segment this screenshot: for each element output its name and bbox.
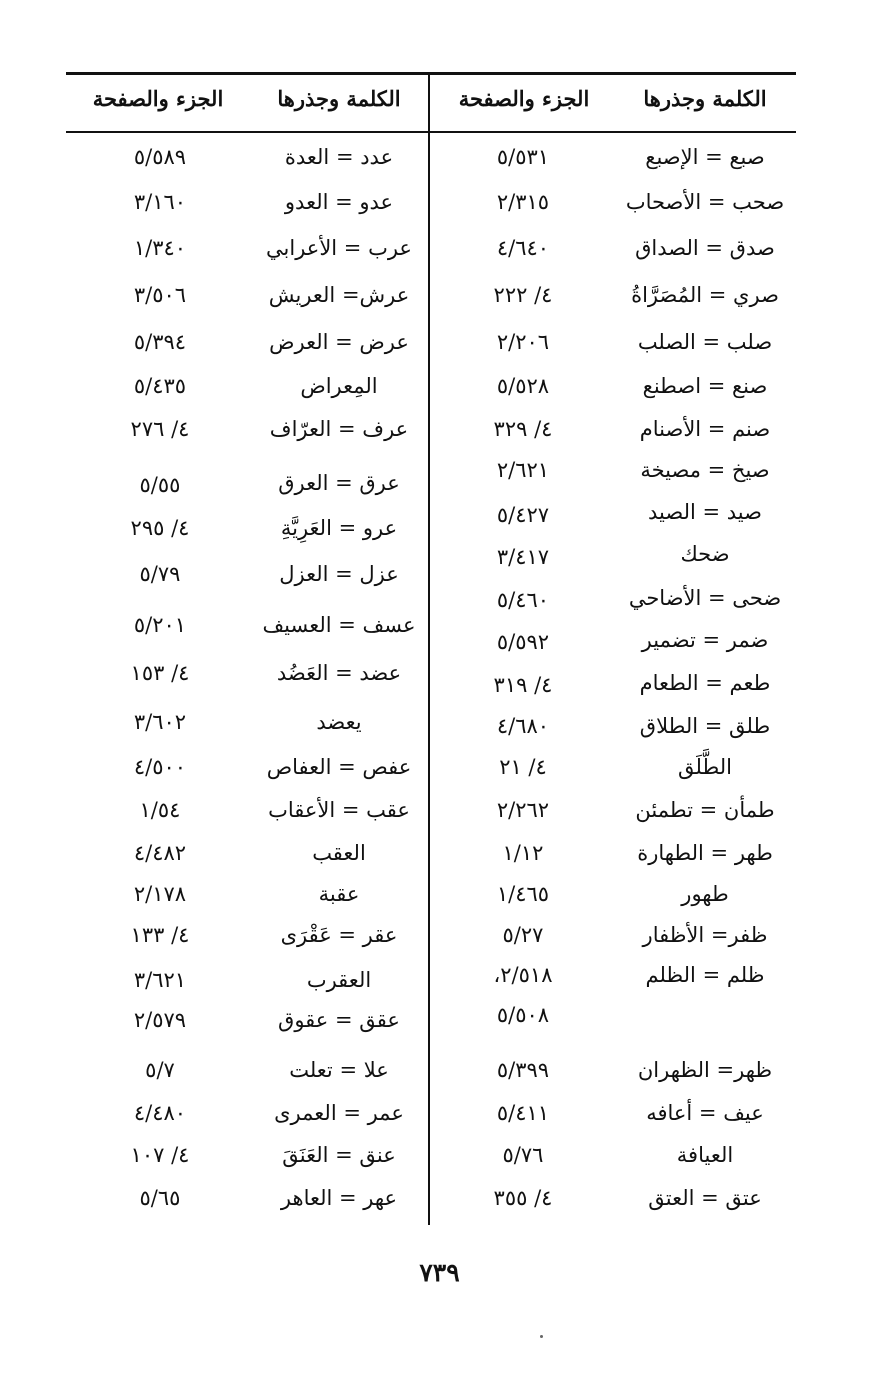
left-words-entry: العقرب: [306, 968, 372, 992]
right-words-entry: الطَّلَق: [678, 755, 732, 779]
left-words-entry: يعضد: [316, 710, 362, 734]
top-rule: [66, 72, 796, 75]
left-words-entry: عرض = العرض: [269, 330, 409, 354]
right-words-entry: صحب = الأصحاب: [625, 190, 785, 214]
left-refs-entry: ٣/٦٢١: [133, 968, 187, 992]
right-refs-entry: ٤/ ٣١٩: [493, 673, 553, 697]
header-right-ref: الجزء والصفحة: [458, 86, 590, 111]
right-refs-entry: ٥/٥٠٨: [496, 1003, 550, 1027]
right-words-entry: ظفر= الأظفار: [642, 923, 768, 947]
left-refs-entry: ٤/٤٨٠: [133, 1101, 187, 1125]
left-refs-entry: ٤/٤٨٢: [133, 841, 187, 865]
right-words-entry: ضمر = تضمير: [641, 628, 769, 652]
header-right-word: الكلمة وجذرها: [643, 86, 767, 111]
left-words-entry: العقب: [312, 841, 366, 865]
left-refs-entry: ٢/١٧٨: [133, 882, 187, 906]
right-words-entry: طمأن = تطمئن: [635, 798, 775, 822]
right-words-entry: صدق = الصداق: [635, 236, 775, 260]
right-refs-entry: ٤/ ٢١: [499, 755, 547, 779]
right-refs-entry: ٤/ ٢٢٢: [493, 283, 553, 307]
left-words-entry: عقر = عَقْرَى: [280, 923, 398, 947]
right-words-entry: صنع = اصطنع: [642, 374, 768, 398]
left-words-entry: عنق = العَنَقَ: [282, 1143, 396, 1167]
left-refs-entry: ٢/٥٧٩: [133, 1008, 187, 1032]
right-refs-entry: ٢/٦٢١: [496, 458, 550, 482]
right-words-entry: طلق = الطلاق: [639, 714, 771, 738]
right-words-entry: عيف = أعافه: [646, 1101, 764, 1125]
left-words-entry: عقبة: [318, 882, 360, 906]
left-words-entry: عرب = الأعرابي: [266, 236, 412, 260]
right-refs-entry: ٥/٥٢٨: [496, 374, 550, 398]
left-refs-entry: ٤/ ٢٩٥: [130, 516, 190, 540]
right-words-entry: ضحى = الأضاحي: [628, 586, 782, 610]
right-words-entry: عتق = العتق: [648, 1186, 762, 1210]
left-words-entry: عزل = العزل: [279, 562, 399, 586]
right-words-entry: صبع = الإصبع: [645, 145, 765, 169]
left-words-entry: عرو = العَرِيَّةِ: [280, 516, 398, 540]
scan-speck: [540, 1335, 543, 1338]
left-refs-entry: ٤/ ١٥٣: [130, 661, 190, 685]
left-refs-entry: ٥/٣٩٤: [133, 330, 187, 354]
left-refs-entry: ٤/ ١٣٣: [130, 923, 190, 947]
right-refs-entry: ٥/٥٩٢: [496, 630, 550, 654]
left-refs-entry: ٥/٦٥: [139, 1186, 181, 1210]
right-refs-entry: ٢/٣١٥: [496, 190, 550, 214]
right-words-entry: صيد = الصيد: [648, 500, 762, 524]
right-words-entry: طعم = الطعام: [639, 671, 771, 695]
left-words-entry: عهر = العاهر: [280, 1186, 398, 1210]
left-words-entry: عسف = العسيف: [262, 613, 416, 637]
right-refs-entry: ٤/٦٤٠: [496, 236, 550, 260]
header-left-word: الكلمة وجذرها: [277, 86, 401, 111]
header-left-ref: الجزء والصفحة: [92, 86, 224, 111]
right-words-entry: طهور: [681, 882, 729, 906]
right-words-entry: صنم = الأصنام: [639, 417, 771, 441]
column-divider: [428, 75, 430, 1225]
left-refs-entry: ٤/٥٠٠: [133, 755, 187, 779]
right-refs-entry: ٥/٤٢٧: [496, 503, 550, 527]
right-refs-entry: ٤/٦٨٠: [496, 714, 550, 738]
left-refs-entry: ٥/٥٨٩: [133, 145, 187, 169]
left-words-entry: عقب = الأعقاب: [268, 798, 410, 822]
left-words-entry: عرق = العرق: [278, 471, 400, 495]
right-refs-entry: ٣/٤١٧: [496, 545, 550, 569]
right-refs-entry: ٢/٢٦٢: [496, 798, 550, 822]
left-refs-entry: ٥/٤٣٥: [133, 374, 187, 398]
left-refs-entry: ١/٣٤٠: [133, 236, 187, 260]
right-words-entry: صلب = الصلب: [637, 330, 773, 354]
right-words-entry: ضحك: [680, 542, 730, 566]
left-words-entry: عرش= العريش: [268, 283, 410, 307]
right-refs-entry: ٥/٣٩٩: [496, 1058, 550, 1082]
right-words-entry: ظلم = الظلم: [645, 963, 765, 987]
left-words-entry: عقق = عقوق: [278, 1008, 400, 1032]
right-refs-entry: ٤/ ٣٥٥: [493, 1186, 553, 1210]
left-words-entry: عفص = العفاص: [266, 755, 412, 779]
right-refs-entry: ٥/٥٣١: [496, 145, 550, 169]
left-refs-entry: ٥/٧: [145, 1058, 175, 1082]
left-refs-entry: ٤/ ١٠٧: [130, 1143, 190, 1167]
left-refs-entry: ٣/١٦٠: [133, 190, 187, 214]
right-refs-entry: ٢/٢٠٦: [496, 330, 550, 354]
left-words-entry: عرف = العرّاف: [269, 417, 409, 441]
left-refs-entry: ١/٥٤: [139, 798, 181, 822]
left-words-entry: عدو = العدو: [284, 190, 394, 214]
page-number: ٧٣٩: [419, 1258, 460, 1287]
right-refs-entry: ١/١٢: [502, 841, 544, 865]
left-refs-entry: ٥/٥٥: [139, 473, 181, 497]
left-refs-entry: ٣/٦٠٢: [133, 710, 187, 734]
right-words-entry: ظهر= الظهران: [637, 1058, 773, 1082]
left-refs-entry: ٥/٢٠١: [133, 613, 187, 637]
right-words-entry: صري = المُصَرَّاةُ: [631, 283, 779, 307]
left-refs-entry: ٥/٧٩: [139, 562, 181, 586]
right-words-entry: طهر = الطهارة: [637, 841, 773, 865]
left-words-entry: علا = تعلت: [289, 1058, 389, 1082]
right-refs-entry: ٥/٤٦٠: [496, 588, 550, 612]
left-words-entry: عدد = العدة: [284, 145, 394, 169]
right-refs-entry: ٥/٤١١: [496, 1101, 550, 1125]
right-refs-entry: ٢/٥١٨،: [493, 963, 553, 987]
left-refs-entry: ٤/ ٢٧٦: [130, 417, 190, 441]
left-words-entry: عمر = العمرى: [274, 1101, 404, 1125]
header-rule: [66, 131, 796, 133]
left-words-entry: المِعراض: [300, 374, 378, 398]
right-refs-entry: ٤/ ٣٢٩: [493, 417, 553, 441]
right-refs-entry: ٥/٧٦: [502, 1143, 544, 1167]
left-words-entry: عضد = العَضُد: [276, 661, 402, 685]
right-words-entry: صيخ = مصيخة: [640, 458, 770, 482]
right-refs-entry: ١/٤٦٥: [496, 882, 550, 906]
left-refs-entry: ٣/٥٠٦: [133, 283, 187, 307]
right-refs-entry: ٥/٢٧: [502, 923, 544, 947]
right-words-entry: العيافة: [676, 1143, 734, 1167]
